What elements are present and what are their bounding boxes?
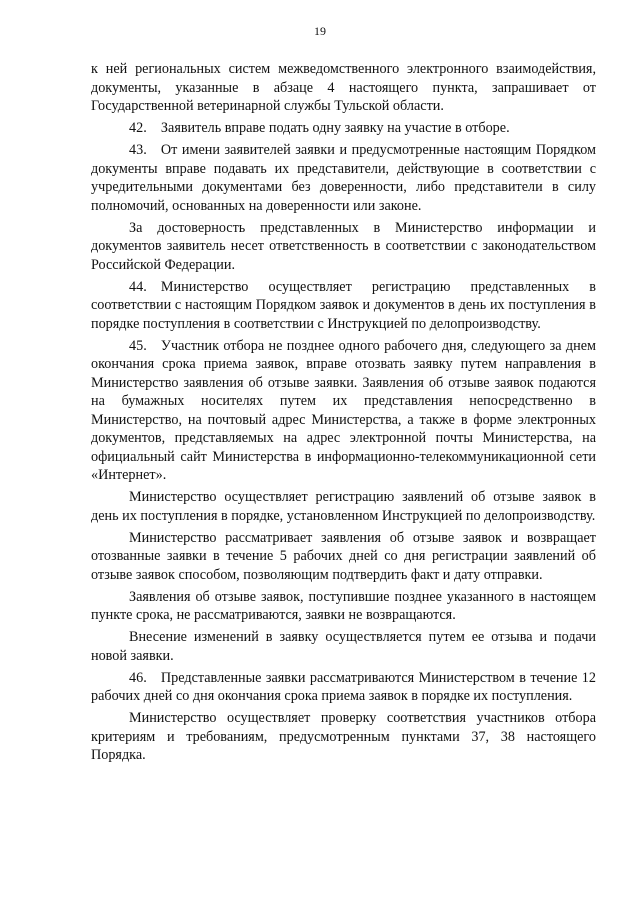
page-number: 19 [314, 24, 326, 38]
paragraph: Заявления об отзыве заявок, поступившие позднее указанного в настоящем пункте срока, не рассматриваются, заявки не возвращаются. [91, 588, 596, 623]
paragraph: За достоверность представленных в Министерство информации и документов заявитель несет ответственность в соответствии с законодательством Российской Федерации. [91, 219, 596, 273]
paragraph-item-42: 42. Заявитель вправе подать одну заявку на участие в отборе. [129, 120, 510, 136]
paragraph: Министерство осуществляет проверку соответствия участников отбора критериям и требованиям, предусмотренным пунктами 37, 38 настоящего Порядка. [91, 710, 596, 763]
paragraph-item-43: 43. От имени заявителей заявки и предусмотренные настоящим Порядком документы вправе подавать их представители, действующие в соответствии с учредительными документами без доверенности, либо представители в силу полномочий, основанных на доверенности или законе. [91, 142, 596, 214]
paragraph: Министерство рассматривает заявления об отзыве заявок и возвращает отозванные заявки в течение 5 рабочих дней со дня регистрации заявлений об отзыве заявок способом, позволяющим подтвердить факт и дату отправки. [91, 529, 596, 583]
paragraph: Внесение изменений в заявку осуществляется путем ее отзыва и подачи новой заявки. [91, 629, 596, 664]
paragraph-item-45: 45. Участник отбора не позднее одного рабочего дня, следующего за днем окончания срока приема заявок, вправе отозвать заявку путем направления в Министерство заявления об отзыве заявки. Заявления об отзыве заявок подаются на бумажных носителях путем их представления непосредственно в Министерство, на почтовый адрес Министерства, а также в форме электронных документов, представляемых на адрес электронной почты Министерства, на официальный сайт Министерства в информационно-телекоммуникационной сети «Интернет». [91, 337, 596, 483]
paragraph: Министерство осуществляет регистрацию заявлений об отзыве заявок в день их поступления в порядке, установленном Инструкцией по делопроизводству. [91, 489, 596, 524]
paragraph-item-46: 46. Представленные заявки рассматриваются Министерством в течение 12 рабочих дней со дня окончания срока приема заявок в порядке их поступления. [91, 669, 596, 704]
paragraph-continuation: к ней региональных систем межведомственного электронного взаимодействия, документы, указанные в абзаце 4 настоящего пункта, запрашивает от Государственной ветеринарной службы Тульской области. [91, 61, 596, 114]
paragraph-item-44: 44. Министерство осуществляет регистрацию представленных в соответствии с настоящим Порядком заявок и документов в день их поступления в порядке поступления в соответствии с Инструкцией по делопроизводству. [91, 278, 596, 332]
document-body [91, 60, 596, 768]
